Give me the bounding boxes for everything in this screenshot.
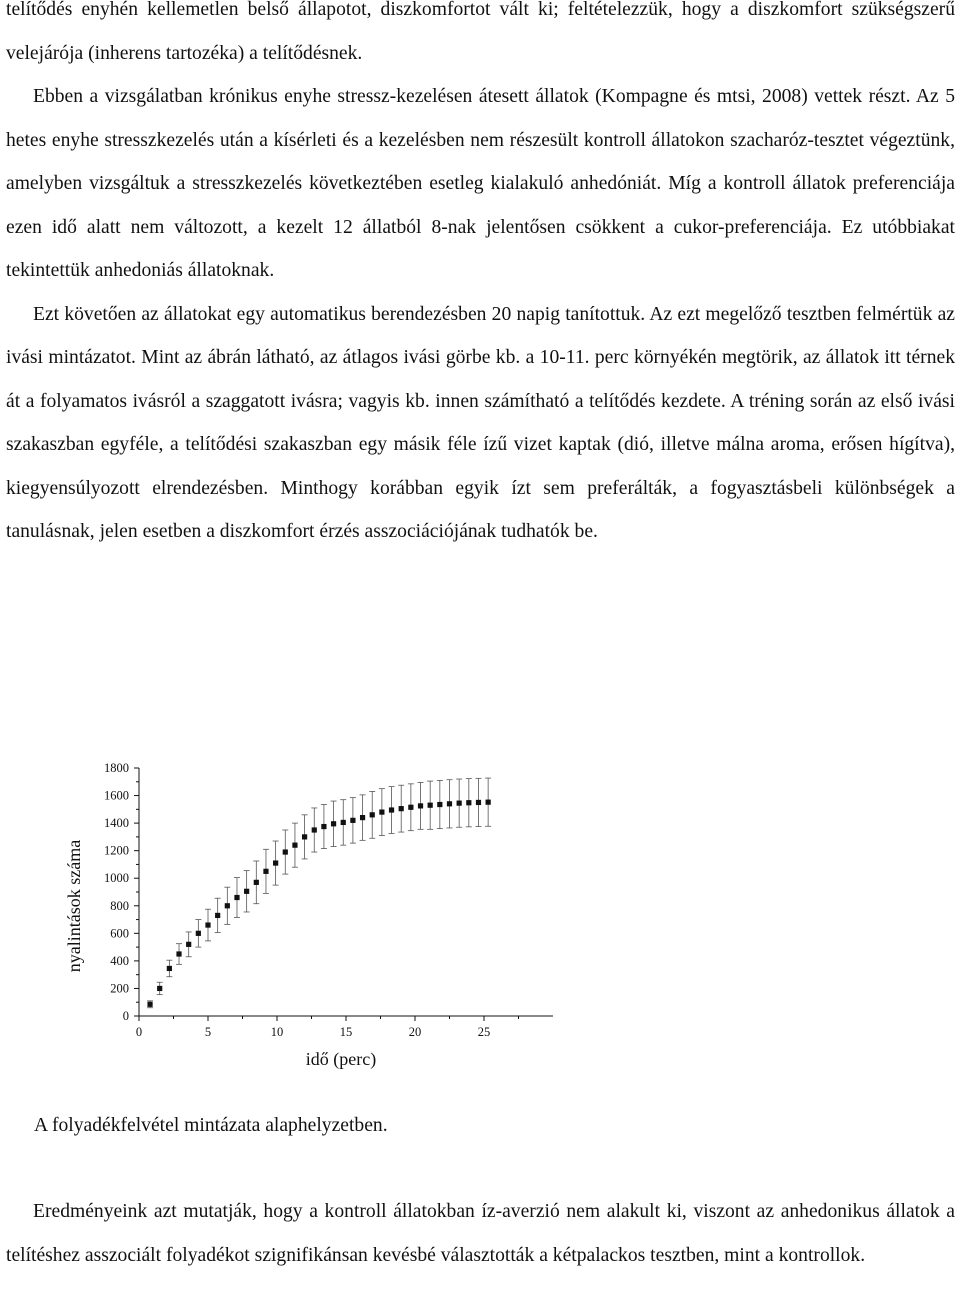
data-point	[486, 800, 491, 805]
data-point	[399, 806, 404, 811]
y-tick-label: 1600	[104, 788, 129, 803]
data-point	[263, 869, 268, 874]
data-point	[370, 812, 375, 817]
y-tick-label: 1000	[104, 871, 129, 886]
data-point	[186, 942, 191, 947]
paragraph: Eredményeink azt mutatják, hogy a kontroll állatokban íz-averzió nem alakult ki, viszont az anhedonikus állatok a telítéshez asszociált folyadékot szignifikánsan kevésbé választották a kétpalackos tesztben, mint a kontrollok.	[6, 1201, 955, 1266]
data-point	[476, 800, 481, 805]
x-tick-label: 25	[477, 1025, 491, 1039]
data-point	[225, 903, 230, 908]
data-point	[215, 913, 220, 918]
x-axis-title: idő (perc)	[305, 1049, 377, 1069]
figure-caption: A folyadékfelvétel mintázata alaphelyzetben.	[34, 1115, 388, 1136]
data-point	[196, 931, 201, 936]
y-tick-label: 200	[110, 981, 129, 996]
data-point	[157, 986, 162, 991]
chart-error-bars	[147, 778, 491, 1008]
x-tick-label: 15	[339, 1025, 353, 1039]
data-point	[254, 880, 259, 885]
data-point	[437, 802, 442, 807]
y-tick-label: 1400	[104, 816, 129, 831]
data-point	[408, 805, 413, 810]
body-text-top	[6, 0, 955, 554]
y-tick-label: 0	[122, 1009, 129, 1023]
data-point	[350, 818, 355, 823]
x-tick-label: 5	[204, 1025, 212, 1039]
licks-over-time-chart	[0, 740, 960, 1080]
data-point	[341, 820, 346, 825]
data-point	[312, 827, 317, 832]
data-point	[205, 922, 210, 927]
data-point	[389, 807, 394, 812]
paragraph: Ezt követően az állatokat egy automatikus berendezésben 20 napig tanítottuk. Az ezt megelőző tesztben felmértük az ivási mintázatot. Mint az ábrán látható, az átlagos ivási görbe kb. a 10-11. perc környékén megtörik, az állatok itt térnek át a folyamatos ivásról a szaggatott ivásra; vagyis kb. innen számítható a telítődés kezdete. A tréning során az első ivási szakaszban egyféle, a telítődési szakaszban egy másik féle ízű vizet kaptak (dió, illetve málna aroma, erősen hígítva), kiegyensúlyozott elrendezésben. Minthogy korábban egyik ízt sem preferálták, a fogyasztásbeli különbségek a tanulásnak, jelen esetben a diszkomfort érzés asszociációjának tudhatók be.	[6, 303, 955, 542]
y-tick-label: 1800	[104, 761, 129, 775]
data-point	[234, 895, 239, 900]
data-point	[244, 889, 249, 894]
paragraph: telítődés enyhén kellemetlen belső állapotot, diszkomfortot vált ki; feltételezzük, hogy a diszkomfort szükségszerű velejárója (inherens tartozéka) a telítődésnek.	[6, 0, 955, 64]
data-point	[167, 966, 172, 971]
data-point	[447, 801, 452, 806]
x-tick-label: 0	[135, 1025, 143, 1039]
y-axis-title: nyalintások száma	[64, 839, 84, 973]
data-point	[147, 1002, 152, 1007]
data-point	[457, 801, 462, 806]
paragraph: Ebben a vizsgálatban krónikus enyhe stressz-kezelésen átesett állatok (Kompagne és mtsi, 2008) vettek részt. Az 5 hetes enyhe stresszkezelés után a kísérleti és a kezelésben nem részesült kontroll állatokon szacharóz-tesztet végeztünk, amelyben vizsgáltuk a stresszkezelés következtében esetleg kialakuló anhedóniát. Míg a kontroll állatok preferenciája ezen idő alatt nem változott, a kezelt 12 állatból 8-nak jelentősen csökkent a cukor-preferenciája. Ez utóbbiakat tekintettük anhedoniás állatoknak.	[6, 86, 955, 281]
y-tick-label: 1200	[104, 843, 129, 858]
data-point	[176, 951, 181, 956]
data-point	[292, 843, 297, 848]
data-point	[321, 824, 326, 829]
y-tick-label: 600	[110, 926, 129, 941]
body-text-bottom	[6, 1190, 955, 1277]
data-point	[466, 800, 471, 805]
data-point	[273, 860, 278, 865]
x-tick-label: 20	[408, 1025, 422, 1039]
y-tick-label: 400	[110, 953, 129, 968]
chart-data-points	[147, 800, 490, 1007]
data-point	[379, 809, 384, 814]
data-point	[428, 803, 433, 808]
data-point	[360, 815, 365, 820]
data-point	[283, 849, 288, 854]
y-tick-label: 800	[110, 898, 129, 913]
data-point	[331, 821, 336, 826]
data-point	[418, 803, 423, 808]
data-point	[302, 834, 307, 839]
x-tick-label: 10	[270, 1025, 284, 1039]
